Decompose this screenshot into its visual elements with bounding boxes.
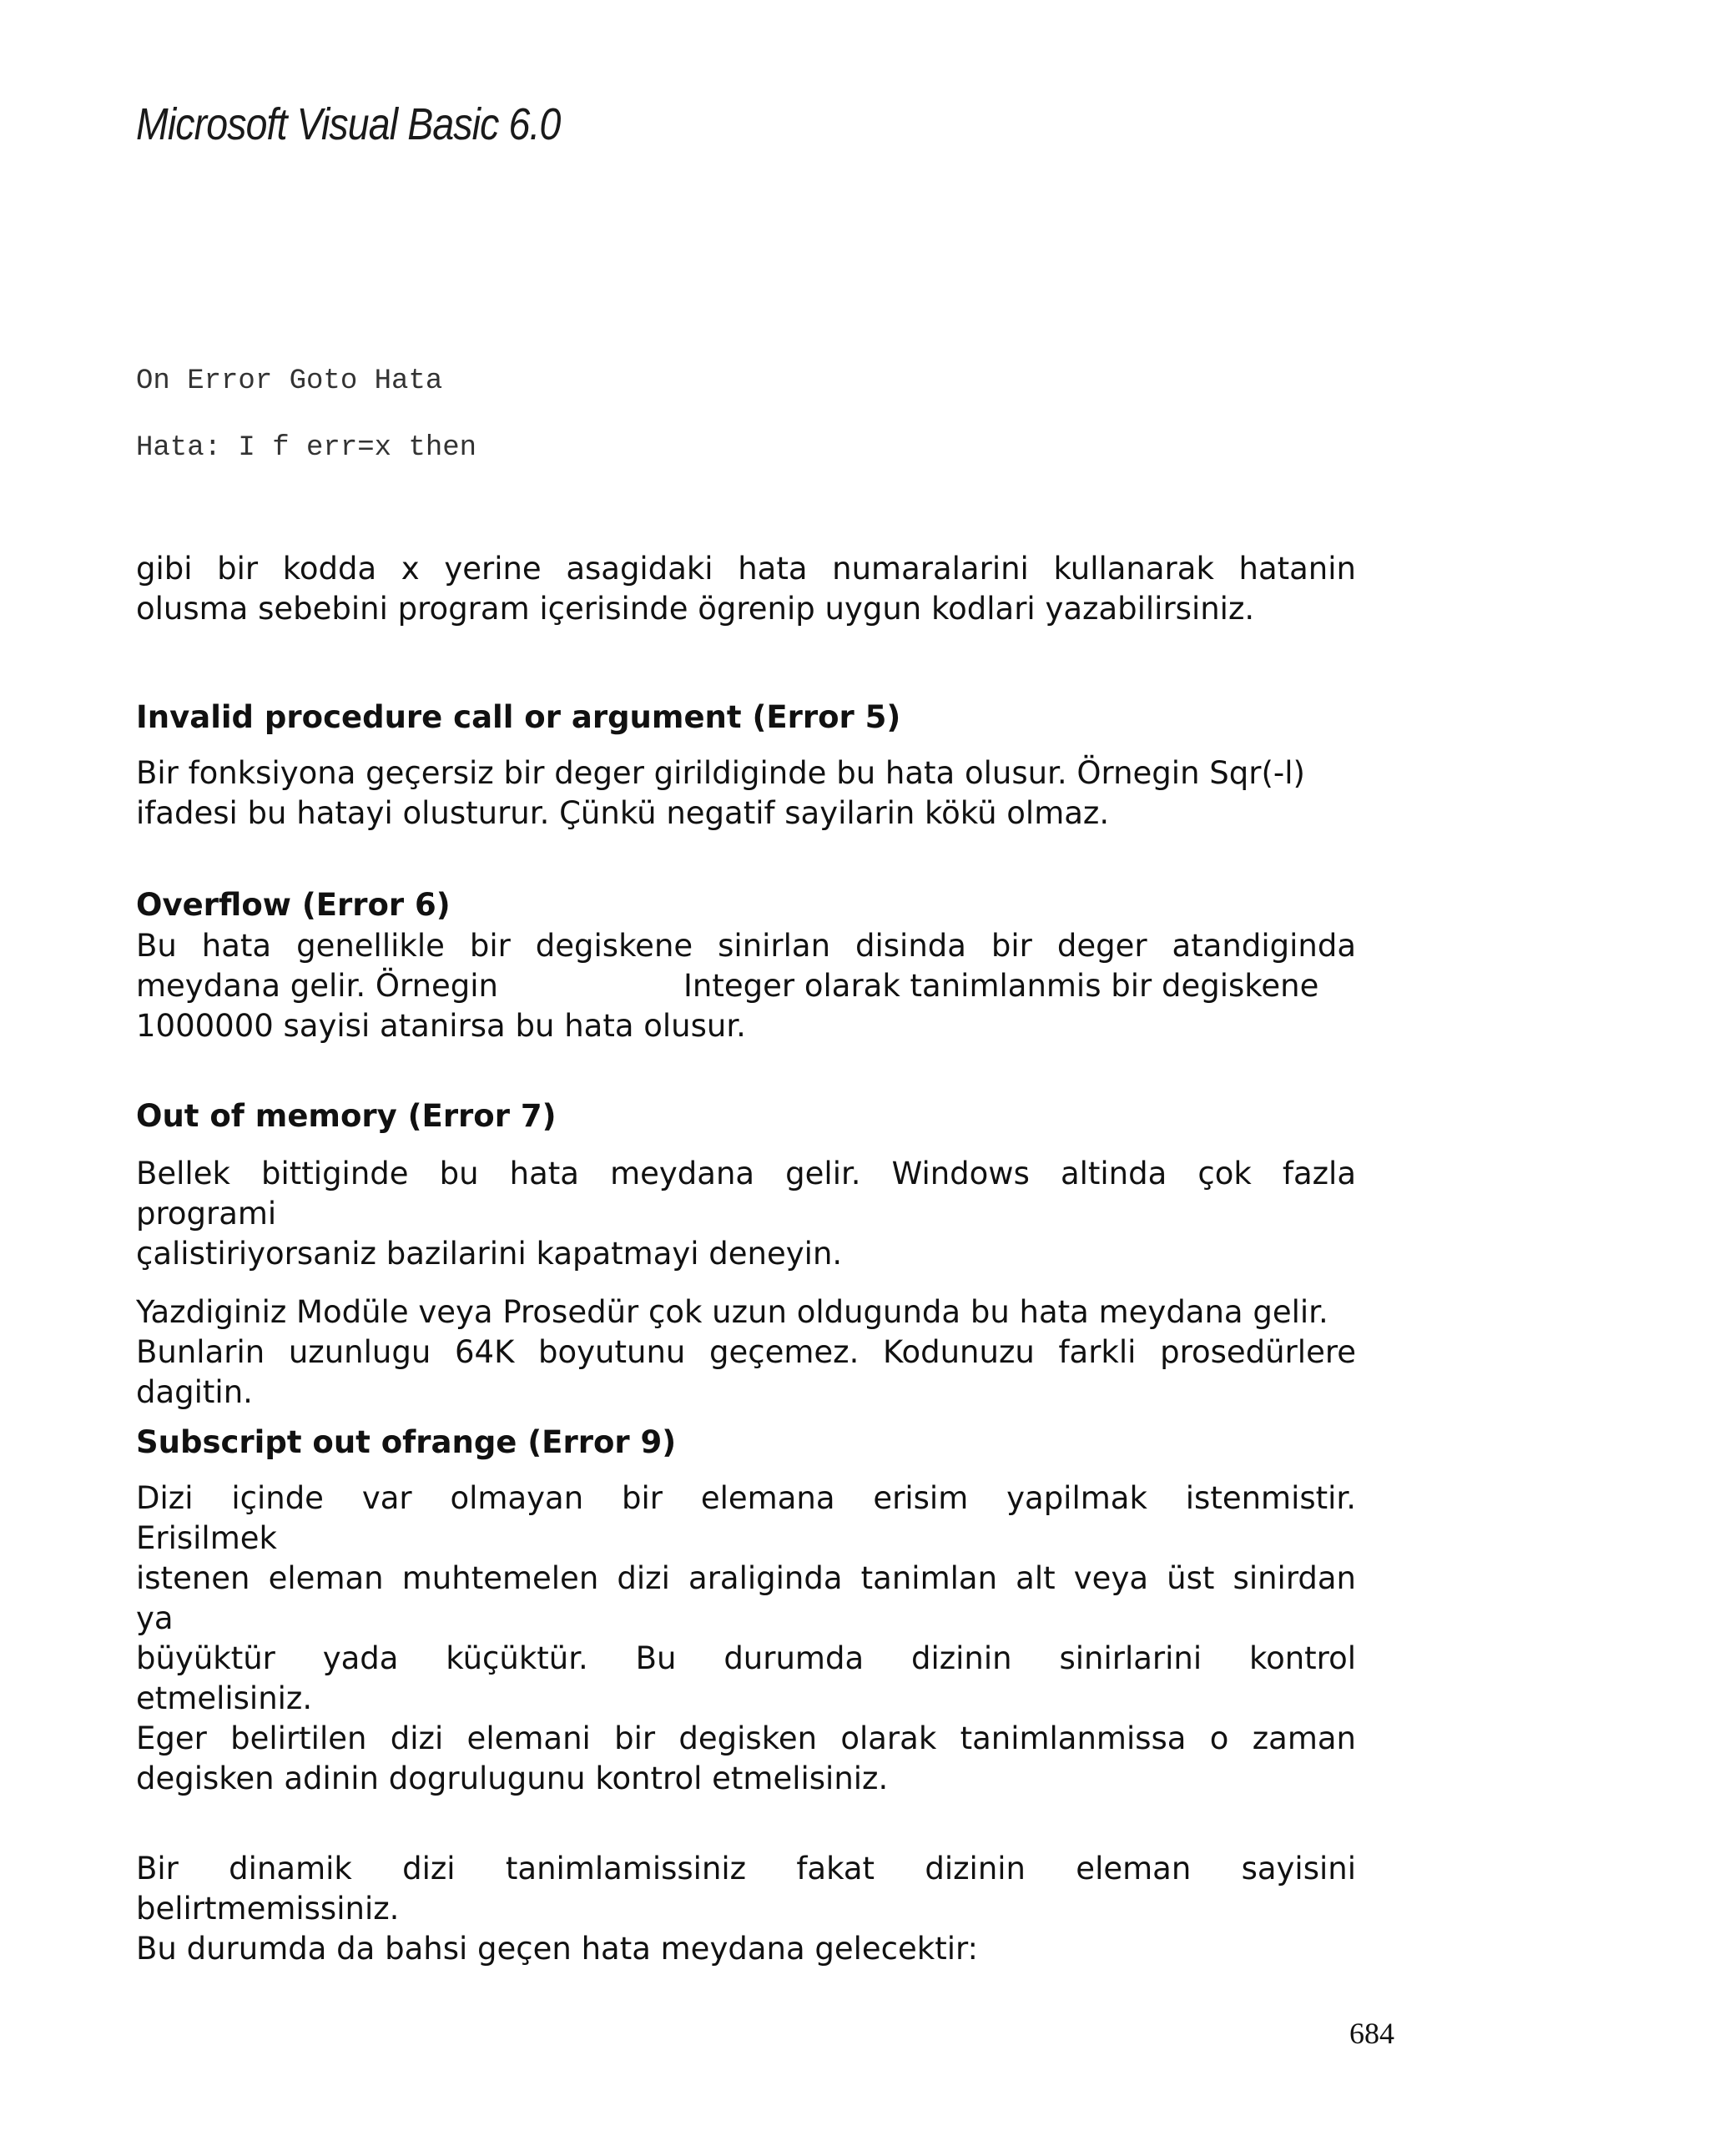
error9-p1-line-3: istenen eleman muhtemelen dizi araliginda tanimlan alt veya üst sinirdan [136,1560,1356,1596]
error6-line-2 [136,966,1356,1006]
error9-paragraph-1 [136,1478,1356,1799]
error9-p2-line-3: Bu durumda da bahsi geçen hata meydana gelecektir: [136,1931,979,1967]
error5-paragraph [136,753,1356,834]
error6-heading: Overflow (Error 6) [136,887,451,923]
code-line-2: Hata: I f err=x then [136,432,477,464]
error7-p2-line-1: Yazdiginiz Modüle veya Prosedür çok uzun oldugunda bu hata meydana gelir. [136,1294,1328,1330]
error5-line-2: ifadesi bu hatayi olusturur. Çünkü negatif sayilarin kökü olmaz. [136,795,1110,831]
error9-p1-line-6: etmelisiniz. [136,1680,313,1716]
error6-line-3: 1000000 sayisi atanirsa bu hata olusur. [136,1008,746,1044]
error6-line-2b: Integer olarak tanimlanmis bir degiskene [683,968,1319,1004]
intro-line-2: olusma sebebini program içerisinde ögrenip uygun kodlari yazabilirsiniz. [136,591,1255,627]
error9-heading: Subscript out ofrange (Error 9) [136,1424,677,1460]
error9-p1-line-5: büyüktür yada küçüktür. Bu durumda dizinin sinirlarini kontrol [136,1640,1356,1676]
intro-paragraph [136,549,1356,629]
error6-paragraph [136,926,1356,1046]
error7-heading: Out of memory (Error 7) [136,1098,557,1134]
page-header-title: Microsoft Visual Basic 6.0 [136,99,561,149]
error5-heading: Invalid procedure call or argument (Error 5) [136,699,901,735]
error9-p1-line-1: Dizi içinde var olmayan bir elemana erisim yapilmak istenmistir. [136,1480,1356,1516]
error7-p1-line-1: Bellek bittiginde bu hata meydana gelir. Windows altinda çok fazla [136,1156,1356,1191]
error7-paragraph-1 [136,1154,1356,1274]
error9-p1-line-2: Erisilmek [136,1520,277,1556]
error7-paragraph-2 [136,1292,1356,1413]
error9-p1-line-7: Eger belirtilen dizi elemani bir degisken olarak tanimlanmissa o zaman [136,1720,1356,1756]
error7-p2-line-2: Bunlarin uzunlugu 64K boyutunu geçemez. Kodunuzu farkli prosedürlere [136,1334,1356,1370]
error6-line-2a: meydana gelir. Örnegin [136,968,499,1004]
error9-p1-line-8: degisken adinin dogrulugunu kontrol etmelisiniz. [136,1761,889,1796]
code-line-1: On Error Goto Hata [136,365,443,397]
error9-p2-line-1: Bir dinamik dizi tanimlamissiniz fakat dizinin eleman sayisini [136,1851,1356,1886]
page-number: 684 [1349,2017,1394,2050]
error5-line-1: Bir fonksiyona geçersiz bir deger girildiginde bu hata olusur. Örnegin Sqr(-l) [136,755,1305,791]
error9-p2-line-2: belirtmemissiniz. [136,1891,400,1927]
error6-line-1: Bu hata genellikle bir degiskene sinirlan disinda bir deger atandiginda [136,928,1356,964]
error9-paragraph-2 [136,1849,1356,1969]
error7-p2-line-3: dagitin. [136,1374,253,1410]
intro-line-1: gibi bir kodda x yerine asagidaki hata numaralarini kullanarak hatanin [136,551,1356,587]
error7-p1-line-3: çalistiriyorsaniz bazilarini kapatmayi deneyin. [136,1236,843,1272]
error9-p1-line-4: ya [136,1600,174,1636]
error7-p1-line-2: programi [136,1196,277,1232]
